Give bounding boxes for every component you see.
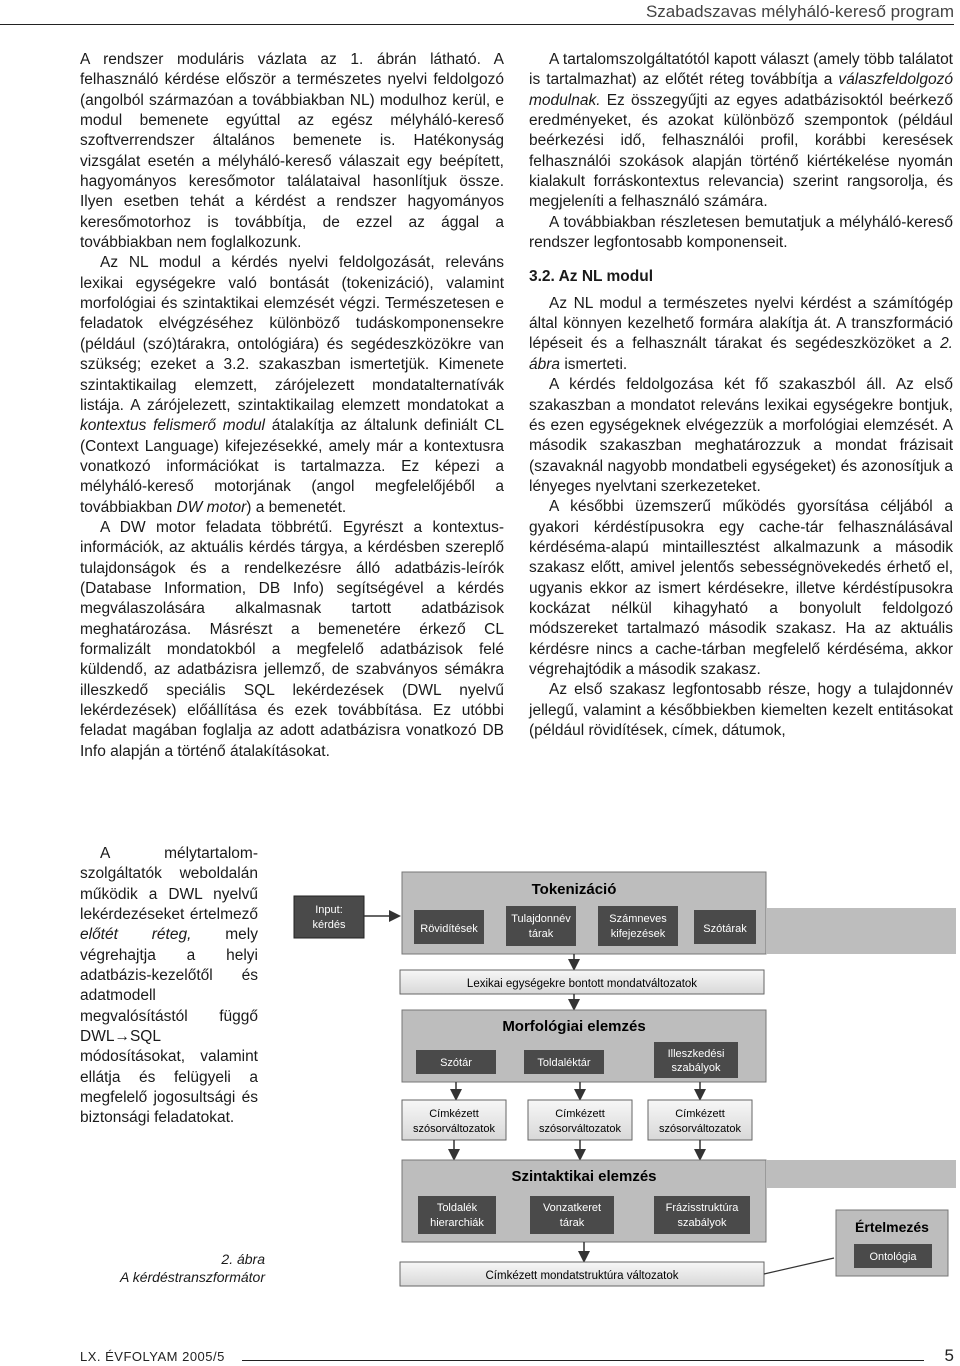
left-paragraph-2: Az NL modul a kérdés nyelvi feldolgozását, releváns lexikai egységekre való bontását (tokenizáció), valamint morfológiai és szintaktikai elemzését végzi. Természetesen e feladatok elvégzéséhez különböző tudáskomponensekre (például (szó)tárakra, ontológiára) és segédeszközökre van szükség; ezeket a 3.2. szakaszban ismertetjük. Kimenete szintaktikailag elemzett, zárójelezett mondatalternatívák listája. A zárójelezett, szintaktikailag elemzett mondatokat a kontextus felismerő modul átalakítja az általunk definiált CL (Context Language) kifejezésekké, amely már a kontextusra vonatkozó információkat is tartalmazza. Ez képezi a mélyháló-kereső motorjának (angol megfelelőjéből a továbbiakban DW motor) a bemenetét. — [80, 254, 504, 516]
right-paragraph-5: A későbbi üzemszerű működés gyorsítása céljából a gyakori kérdéstípusokra egy cache-tár felhasználásával kérdéséma-alapú mintaillesztést alkalmazunk a második szakasz előtt, amivel jelentős sebességnövekedés érhető el, ugyanis ekkor az ismert kérdésekre, illetve kérdéstípusokra kockázat nélkül kihagyható a bonyolult feldolgozó módszereket tartalmazó második szakasz. Ha az aktuális kérdésre nincs a cache-tárban megfelelő kérdéséma, akkor végrehajtódik a második szakasz. — [529, 498, 953, 678]
input-box — [294, 896, 364, 938]
syn-box-1-label-2: hierarchiák — [430, 1217, 484, 1229]
syn-box-2-label-1: Vonzatkeret — [542, 1202, 602, 1214]
tok-box-3-label-1: Számneves — [609, 913, 667, 925]
tagged-variant-1-l2: szósorváltozatok — [413, 1123, 495, 1135]
left-paragraph-1: A rendszer moduláris vázlata az 1. ábrán látható. A felhasználó kérdése először a természetes nyelvi feldolgozó (angolból származóan a továbbiakban NL) modulhoz kerül, e modul bemenete egyúttal az egész mélyháló-kereső szoftverrendszer általános bemenete is. Hatékonyság vizsgálat esetén a mélyháló-kereső válaszait egy beépített, hagyományos keresőmotor találataival hasonlítjuk össze. Ilyen esetben tehát a kérdést a rendszer hagyományos keresőmotorhoz is továbbítja, de ezzel az ággal a továbbiakban nem foglalkozunk. — [80, 51, 504, 252]
morphology-title: Morfológiai elemzés — [502, 1018, 646, 1035]
input-label-1: Input: — [315, 904, 343, 916]
tok-box-2 — [506, 906, 576, 946]
morph-box-2-label: Toldaléktár — [537, 1057, 591, 1069]
tokenization-panel-ext — [766, 908, 956, 954]
syn-box-1-label-1: Toldalék — [436, 1202, 478, 1214]
tok-box-2-label-1: Tulajdonnév — [511, 913, 571, 925]
tagged-variant-3-l2: szósorváltozatok — [659, 1123, 741, 1135]
tok-box-2-label-2: tárak — [528, 928, 554, 940]
input-label-2: kérdés — [312, 919, 346, 931]
right-paragraph-3: Az NL modul a természetes nyelvi kérdést a számítógép által könnyen kezelhető formára alakítja át. A transzformáció lépéseit és a felhasznált tárakat és segédeszközöket a 2. ábra ismerteti. — [529, 294, 953, 373]
syntax-title: Szintaktikai elemzés — [511, 1168, 657, 1185]
tagged-variant-1-l1: Címkézett — [429, 1108, 479, 1120]
syn-box-3-label-2: szabályok — [677, 1217, 727, 1229]
tok-box-3 — [598, 906, 678, 946]
lexical-bar-label: Lexikai egységekre bontott mondatváltozatok — [466, 978, 698, 990]
figure-number: 2. ábra — [221, 1251, 265, 1267]
semantics-title: Értelmezés — [855, 1219, 929, 1235]
left-column — [80, 50, 504, 762]
left-wrapped-paragraph — [80, 844, 258, 1129]
section-heading: 3.2. Az NL modul — [529, 268, 654, 286]
tagged-variant-2-l2: szósorváltozatok — [539, 1123, 621, 1135]
figure-title: A kérdéstranszformátor — [120, 1269, 265, 1285]
tok-box-3-label-2: kifejezések — [610, 928, 666, 940]
sem-box-1-label: Ontológia — [869, 1251, 917, 1263]
footer-rule — [242, 1360, 924, 1361]
tokenization-title: Tokenizáció — [531, 881, 617, 898]
page-number: 5 — [944, 1346, 954, 1365]
right-paragraph-2: A továbbiakban részletesen bemutatjuk a mélyháló-kereső rendszer legfontosabb komponenseit. — [529, 213, 953, 252]
right-paragraph-1: A tartalomszolgáltatótól kapott választ (amely több találatot is tartalmazhat) az előtét réteg továbbítja a válaszfeldolgozó modulnak. Ez összegyűjti az egyes adatbázisoktól beérkező eredményeket, és azokat különböző szempontok (például beérkezési idő, felhasználói profil, korábbi keresések felhasználói szokások alapján történő kiértékelése nyomán kialakult forráskontextus relevancia) szerint rangsorolja, és megjeleníti a felhasználó számára. — [529, 51, 953, 211]
morph-box-1-label: Szótár — [440, 1057, 472, 1069]
syn-box-2-label-2: tárak — [559, 1217, 585, 1229]
morph-box-3-label-2: szabályok — [671, 1062, 721, 1074]
figure-question-transformer — [274, 858, 956, 1298]
right-paragraph-4: A kérdés feldolgozása két fő szakaszból áll. Az első szakaszban a mondatot releváns lexikai egységekre bontjuk, és ezen egységeknek elvégezzük a morfológiai elemzését. A második szakaszban meghatározzuk a mondat frázisait (szavaknál nagyobb mondatbeli egységeket) és azonosítjuk a lényeges nyelvtani szerkezeteket. — [529, 376, 953, 495]
right-column — [529, 50, 953, 741]
left-paragraph-3: A DW motor feladata többrétű. Egyrészt a kontextus-információk, az aktuális kérdés tárgya, a kérdésben szereplő tulajdonságok és a rendelkezésre álló adatbázis-leírók (Database Information, DB Info) segítségével a kérdés megválaszolására alkalmasnak tartott adatbázisok meghatározása. Másrészt a bemenetére érkező CL formalizált mondatokból a megfelelő adatbázisok felé küldendő, az adatbázisra jellemző, de szabványos sémákra illeszkedő speciális SQL lekérdezések (DWL nyelvű lekérdezések) előállítása és ezek továbbítása. Ez utóbbi feladat magában foglalja az adott adatbázisra vonatkozó DB Info alapján a történő átalakításokat. — [80, 518, 504, 760]
syntax-panel-ext — [766, 1160, 956, 1188]
figure-caption — [70, 1250, 265, 1286]
figure-diagram — [274, 858, 956, 1298]
right-paragraph-6: Az első szakasz legfontosabb része, hogy a tulajdonnév jellegű, valamint a későbbiekben kiemelten kezelt entitásokat (például rövidítések, címek, dátumok, — [529, 681, 953, 739]
syn-box-3-label-1: Frázisstruktúra — [665, 1202, 739, 1214]
tagged-variant-2-l1: Címkézett — [555, 1108, 605, 1120]
output-bar-label: Címkézett mondatstruktúra változatok — [485, 1270, 679, 1282]
tok-box-4-label: Szótárak — [703, 923, 747, 935]
tagged-variant-3-l1: Címkézett — [675, 1108, 725, 1120]
left-paragraph-4: A mélytartalom-szolgáltatók weboldalán működik a DWL nyelvű lekérdezéseket értelmező előtét réteg, mely végrehajtja a helyi adatbázis-kezelőtől és adatmodell megvalósítástól függő DWL→SQL módosításokat, valamint ellátja és felügyeli a megfelelő jogosultsági és biztonsági feladatokat. — [80, 845, 258, 1127]
page-footer — [80, 1346, 954, 1364]
journal-volume: LX. ÉVFOLYAM 2005/5 — [80, 1349, 225, 1364]
running-head-title: Szabadszavas mélyháló-kereső program — [645, 2, 954, 21]
tok-box-1-label: Rövidítések — [420, 923, 478, 935]
morph-box-3-label-1: Illeszkedési — [667, 1048, 725, 1060]
running-head — [0, 0, 954, 25]
